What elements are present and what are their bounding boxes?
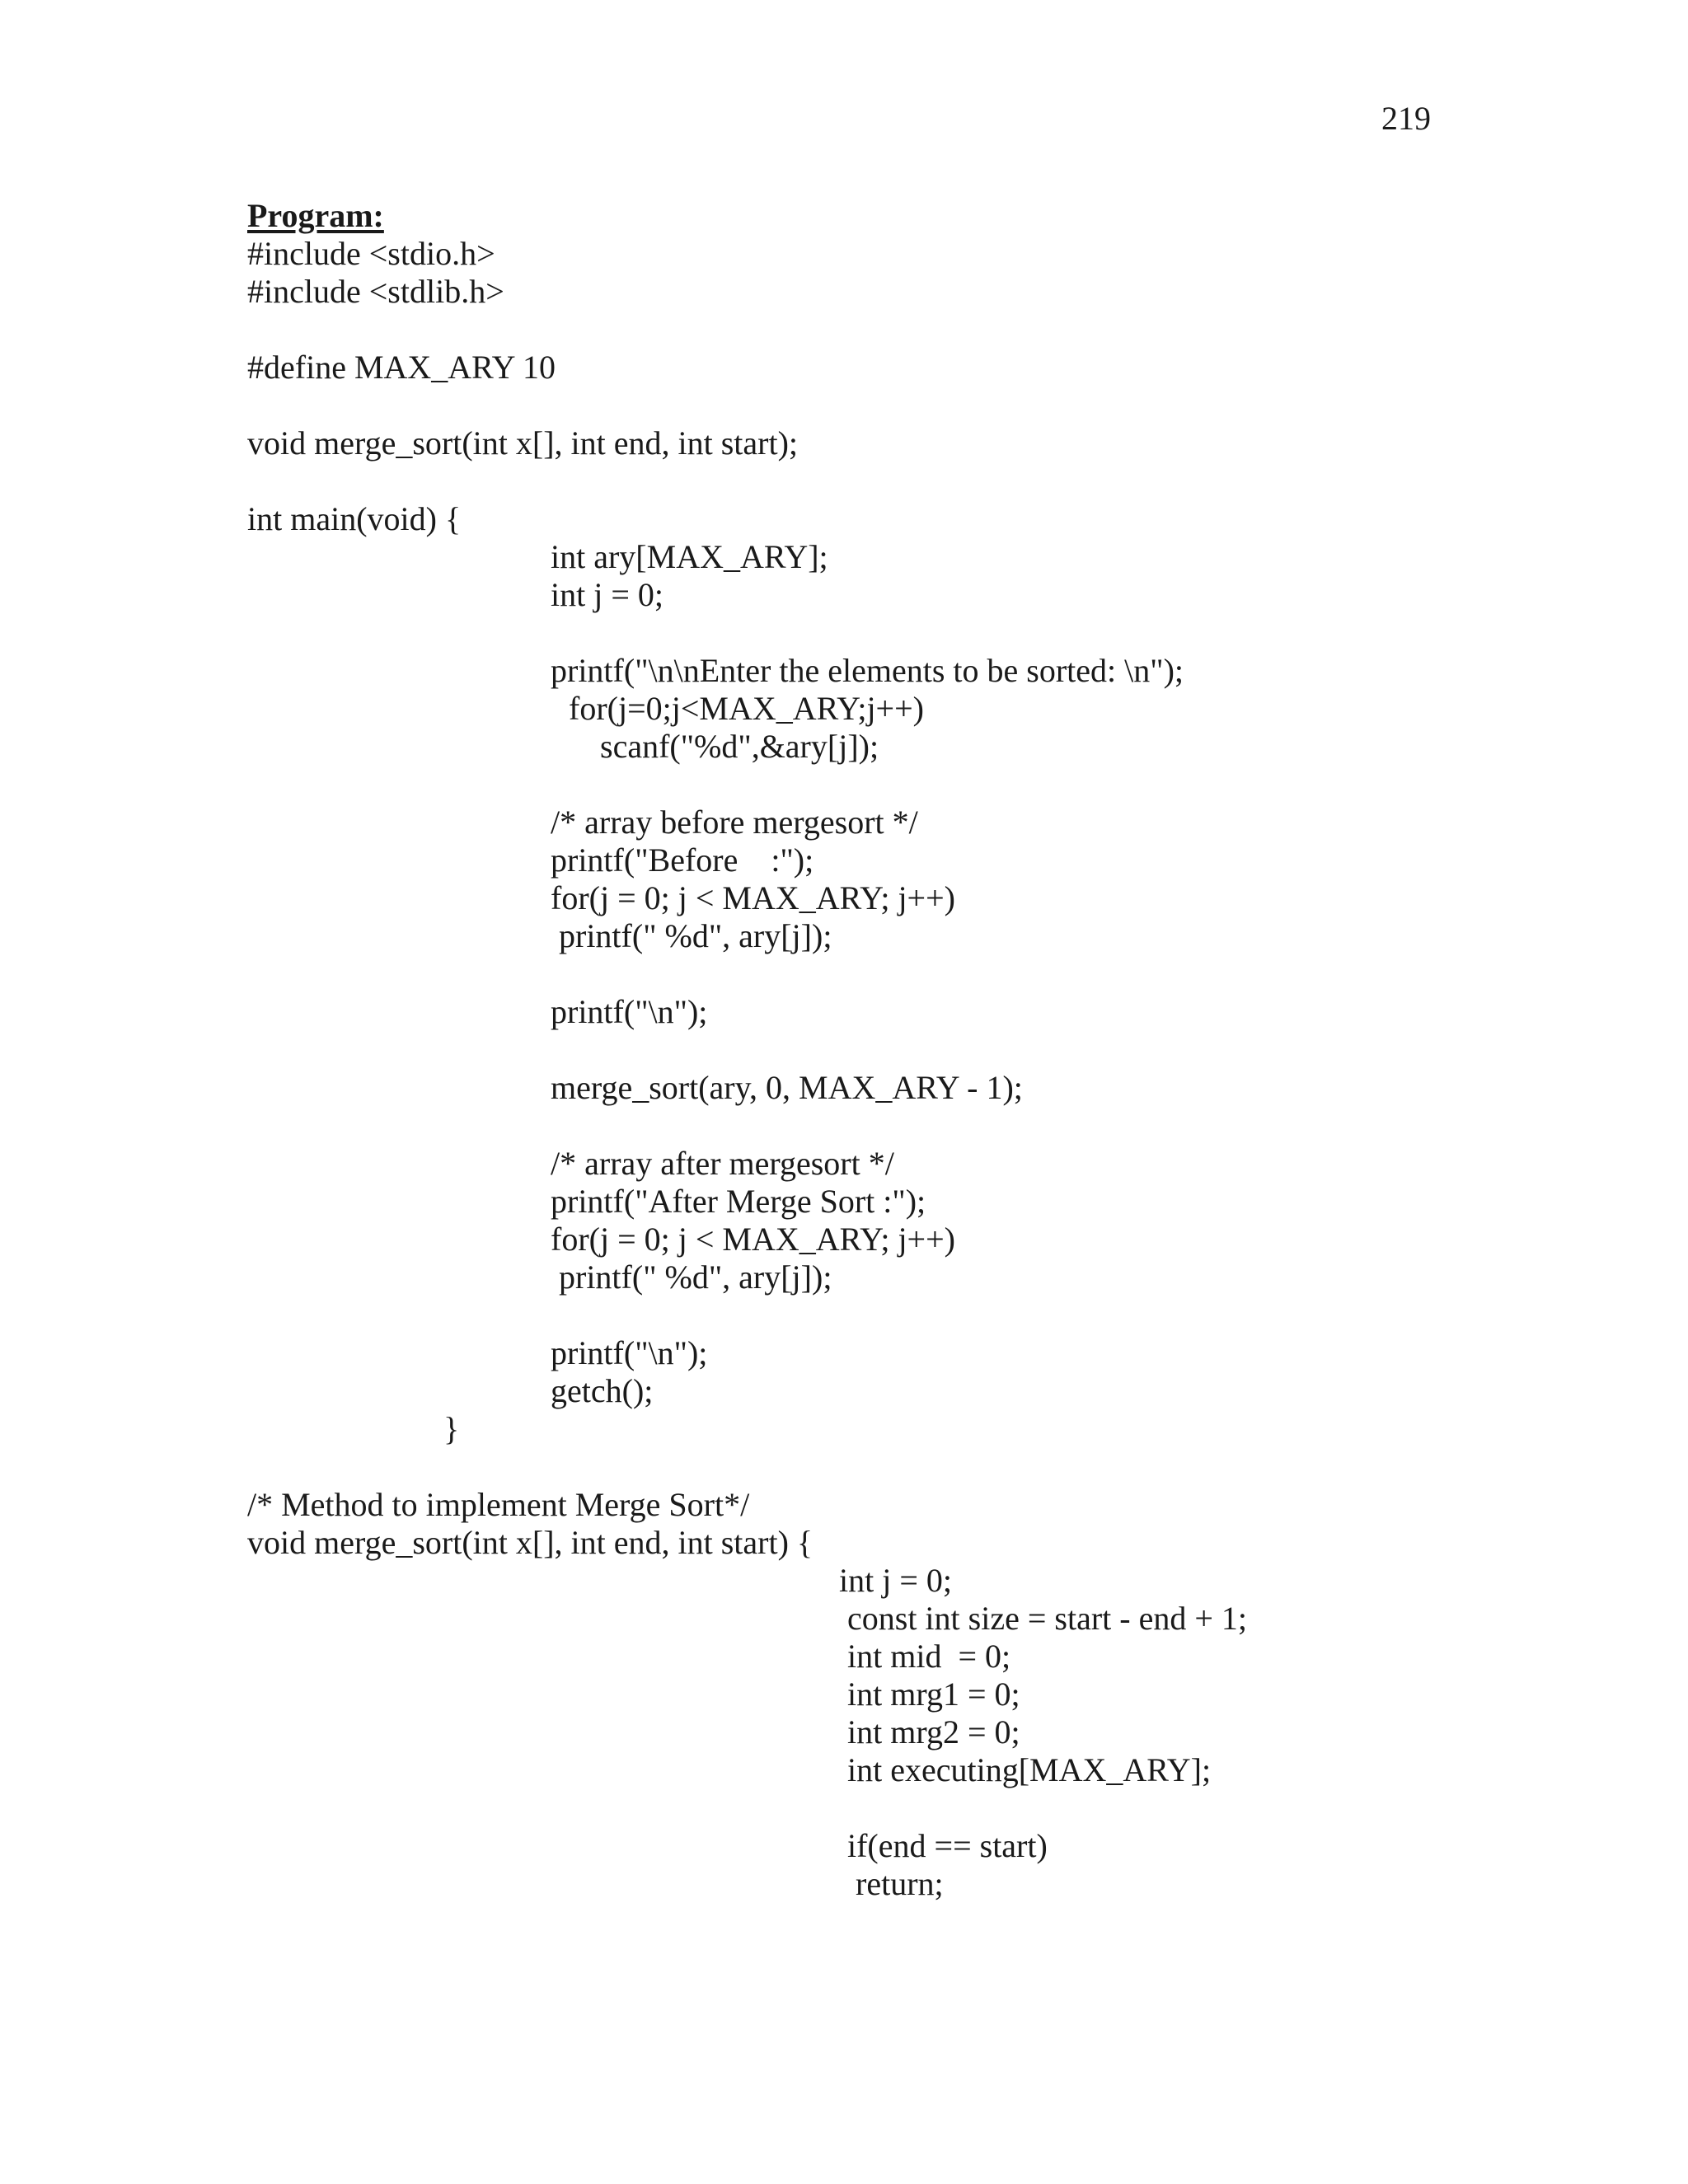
code-line: printf("After Merge Sort :"); xyxy=(551,1183,926,1220)
code-line: printf(" %d", ary[j]); xyxy=(559,917,832,954)
code-line: printf("\n\nEnter the elements to be sorted: \n"); xyxy=(551,652,1184,689)
code-line: int ary[MAX_ARY]; xyxy=(551,538,828,575)
code-line: for(j = 0; j < MAX_ARY; j++) xyxy=(551,1221,955,1258)
code-line: int mid = 0; xyxy=(847,1638,1011,1675)
code-line: return; xyxy=(856,1865,944,1902)
code-line: } xyxy=(443,1410,460,1447)
code-line: getch(); xyxy=(551,1372,654,1409)
code-line: merge_sort(ary, 0, MAX_ARY - 1); xyxy=(551,1069,1023,1106)
code-line: int mrg1 = 0; xyxy=(847,1675,1020,1713)
page-number: 219 xyxy=(1381,100,1431,137)
code-line: if(end == start) xyxy=(847,1827,1048,1864)
code-comment: /* Method to implement Merge Sort*/ xyxy=(247,1486,750,1523)
code-comment: /* array before mergesort */ xyxy=(551,804,918,841)
code-line: printf("Before :"); xyxy=(551,841,814,879)
code-line: for(j=0;j<MAX_ARY;j++) xyxy=(569,690,924,727)
code-line: const int size = start - end + 1; xyxy=(847,1600,1248,1637)
code-line: #include <stdlib.h> xyxy=(247,273,504,310)
code-line: #define MAX_ARY 10 xyxy=(247,349,556,386)
code-line: void merge_sort(int x[], int end, int start); xyxy=(247,424,799,462)
code-line: printf("\n"); xyxy=(551,993,708,1030)
code-line: printf(" %d", ary[j]); xyxy=(559,1258,832,1296)
code-line: int j = 0; xyxy=(551,576,664,613)
code-line: printf("\n"); xyxy=(551,1334,708,1371)
code-line: int mrg2 = 0; xyxy=(847,1713,1020,1750)
code-line: #include <stdio.h> xyxy=(247,235,495,272)
code-comment: /* array after mergesort */ xyxy=(551,1145,894,1182)
code-line: void merge_sort(int x[], int end, int start) { xyxy=(247,1524,814,1561)
code-line: int executing[MAX_ARY]; xyxy=(847,1751,1212,1788)
code-line: int j = 0; xyxy=(839,1562,953,1599)
code-line: int main(void) { xyxy=(247,500,462,537)
code-line: for(j = 0; j < MAX_ARY; j++) xyxy=(551,879,955,916)
program-heading: Program: xyxy=(247,197,384,234)
code-line: scanf("%d",&ary[j]); xyxy=(600,728,879,765)
